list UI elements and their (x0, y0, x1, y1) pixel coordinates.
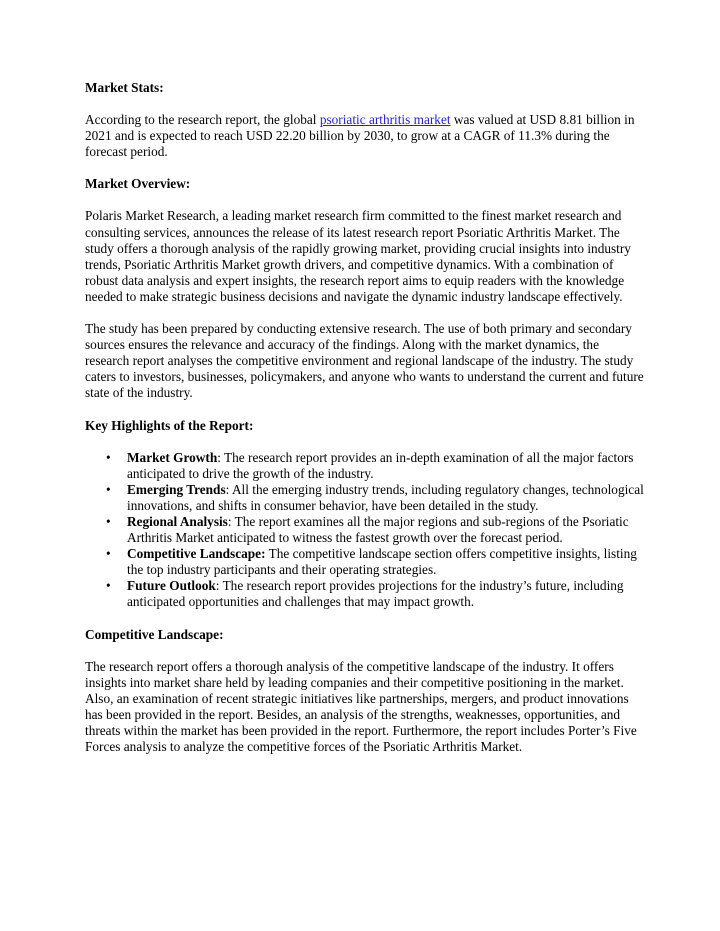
highlight-label: Future Outlook (127, 578, 216, 594)
key-highlights-list (85, 450, 645, 611)
competitive-landscape-heading: Competitive Landscape: (85, 626, 224, 642)
highlight-text: The research report provides projections for the industry’s future, including anticipated opportunities and challenges that may impact growth. (127, 578, 624, 610)
highlight-text: All the emerging industry trends, including regulatory changes, technological innovations, and shifts in consumer behavior, have been detailed in the study. (127, 481, 644, 513)
market-stats-text-before: According to the research report, the global (85, 112, 320, 128)
spacer (85, 643, 645, 659)
highlight-text: The competitive landscape section offers competitive insights, listing the top industry participants and their operating strategies. (127, 546, 637, 578)
highlight-label: Emerging Trends (127, 481, 226, 497)
competitive-landscape-paragraph: The research report offers a thorough analysis of the competitive landscape of the industry. It offers insights into market share held by leading companies and their competitive positioning in the market. Also, an examination of recent strategic initiatives like partnerships, mergers, and product innovations has been provided in the report. Besides, an analysis of the strengths, weaknesses, opportunities, and threats within the market has been provided in the report. Furthermore, the report includes Porter’s Five Forces analysis to analyze the competitive forces of the Psoriatic Arthritis Market. (85, 658, 637, 755)
spacer (85, 305, 645, 321)
list-item (85, 578, 645, 610)
bullet-icon: • (106, 449, 111, 465)
highlight-separator: : (227, 513, 235, 529)
psoriatic-arthritis-market-link[interactable]: psoriatic arthritis market (319, 112, 451, 128)
market-stats-paragraph (85, 112, 645, 160)
highlight-separator: : (217, 449, 225, 465)
bullet-icon: • (106, 481, 111, 497)
spacer (85, 160, 645, 176)
bullet-icon: • (106, 546, 111, 562)
highlight-text: The report examines all the major regions and sub-regions of the Psoriatic Arthritis Market anticipated to witness the fastest growth over the forecast period. (127, 513, 629, 546)
spacer (85, 434, 645, 450)
spacer (85, 611, 645, 627)
highlight-label: Market Growth (127, 449, 218, 465)
highlight-separator: : (215, 578, 223, 594)
market-overview-paragraph-2: The study has been prepared by conducting extensive research. The use of both primary and secondary sources ensures the relevance and accuracy of the findings. Along with the market dynamics, the research report analyses the competitive environment and regional landscape of the industry. The study caters to investors, businesses, policymakers, and anyone who wants to understand the current and future state of the industry. (85, 321, 644, 401)
bullet-icon: • (106, 513, 111, 529)
document-page (85, 80, 645, 755)
highlight-label: Regional Analysis (127, 513, 228, 529)
highlight-label: Competitive Landscape: (127, 546, 266, 562)
list-item (85, 450, 645, 482)
market-overview-heading: Market Overview: (85, 176, 191, 192)
market-overview-paragraph-1: Polaris Market Research, a leading market research firm committed to the finest market research and consulting services, announces the release of its latest research report Psoriatic Arthritis Market. The study offers a thorough analysis of the rapidly growing market, providing crucial insights into industry trends, Psoriatic Arthritis Market growth drivers, and competitive dynamics. With a combination of robust data analysis and expert insights, the research report aims to equip readers with the knowledge needed to make strategic business decisions and navigate the dynamic industry landscape effectively. (85, 208, 631, 304)
list-item (85, 482, 645, 514)
highlight-text: The research report provides an in-depth examination of all the major factors anticipated to drive the growth of the industry. (127, 449, 634, 481)
key-highlights-heading: Key Highlights of the Report: (85, 417, 254, 433)
list-item (85, 546, 645, 578)
spacer (85, 96, 645, 112)
bullet-icon: • (106, 578, 111, 594)
spacer (85, 192, 645, 208)
market-stats-text-after: was valued at USD 8.81 billion in 2021 and is expected to reach USD 22.20 billion by 2030, to grow at a CAGR of 11.3% during the forecast period. (85, 112, 635, 160)
highlight-separator: : (225, 481, 232, 497)
list-item (85, 514, 645, 546)
spacer (85, 402, 645, 418)
market-stats-heading: Market Stats: (85, 80, 164, 95)
